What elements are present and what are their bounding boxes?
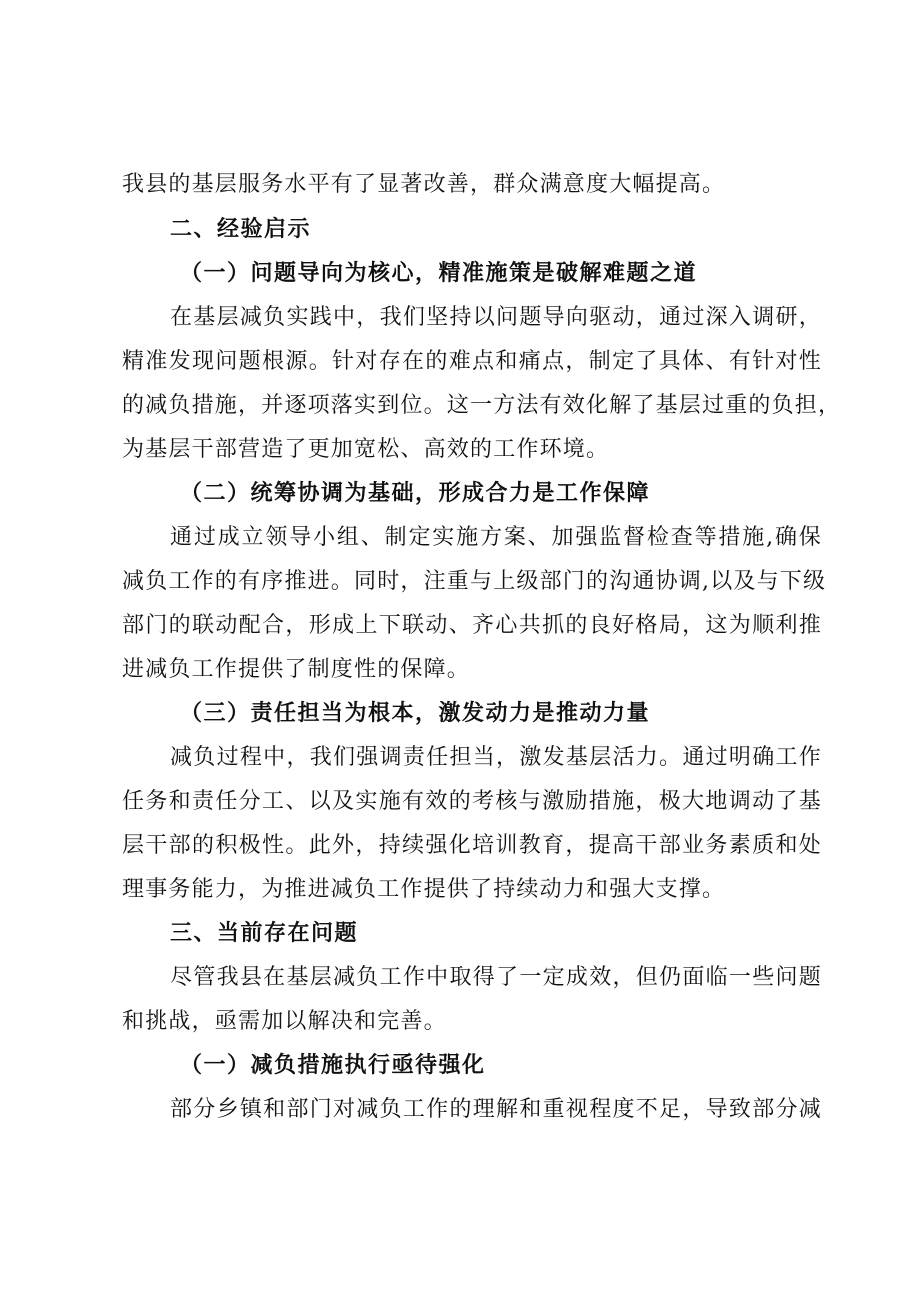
paragraph-line: 我县的基层服务水平有了显著改善，群众满意度大幅提高。: [122, 172, 726, 197]
paragraph-line: 的减负措施，并逐项落实到位。这一方法有效化解了基层过重的负担，: [122, 393, 842, 418]
paragraph-line: 进减负工作提供了制度性的保障。: [122, 657, 471, 682]
paragraph-line: 层干部的积极性。此外，持续强化培训教育，提高干部业务素质和处: [122, 833, 822, 858]
paragraph-line: 减负过程中，我们强调责任担当，激发基层活力。通过明确工作: [170, 745, 822, 770]
subsection-heading: （三）责任担当为根本，激发动力是推动力量: [180, 701, 651, 726]
paragraph-line: 通过成立领导小组、制定实施方案、加强监督检查等措施,确保: [170, 525, 822, 550]
paragraph-line: 任务和责任分工、以及实施有效的考核与激励措施，极大地调动了基: [122, 789, 822, 814]
paragraph-line: 减负工作的有序推进。同时，注重与上级部门的沟通协调,以及与下级: [122, 569, 827, 594]
paragraph-line: 部门的联动配合，形成上下联动、齐心共抓的良好格局，这为顺利推: [122, 613, 822, 638]
paragraph-line: 尽管我县在基层减负工作中取得了一定成效，但仍面临一些问题: [170, 965, 822, 990]
subsection-heading: （一）问题导向为核心，精准施策是破解难题之道: [180, 261, 698, 286]
subsection-heading: （一）减负措施执行亟待强化: [180, 1053, 486, 1078]
subsection-heading: （二）统筹协调为基础，形成合力是工作保障: [180, 481, 651, 506]
paragraph-line: 和挑战，亟需加以解决和完善。: [122, 1009, 447, 1034]
paragraph-line: 为基层干部营造了更加宽松、高效的工作环境。: [122, 437, 610, 462]
paragraph-line: 理事务能力，为推进减负工作提供了持续动力和强大支撑。: [122, 877, 726, 902]
paragraph-line: 在基层减负实践中，我们坚持以问题导向驱动，通过深入调研，: [170, 305, 822, 330]
section-heading: 二、经验启示: [170, 217, 312, 242]
section-heading: 三、当前存在问题: [170, 921, 359, 946]
paragraph-line: 精准发现问题根源。针对存在的难点和痛点，制定了具体、有针对性: [122, 349, 822, 374]
paragraph-line: 部分乡镇和部门对减负工作的理解和重视程度不足，导致部分减: [170, 1097, 822, 1122]
